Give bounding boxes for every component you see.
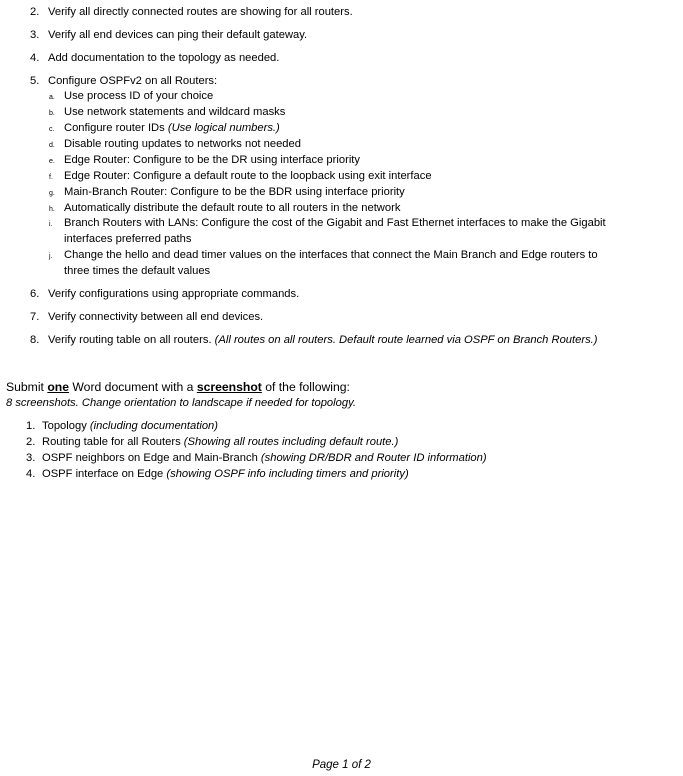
list-item-text: Add documentation to the topology as needed. xyxy=(48,52,280,64)
list-number: 1. xyxy=(26,420,36,432)
screenshot-item: Routing table for all Routers (Showing all routes including default route.) xyxy=(42,436,399,448)
list-item-text: Verify connectivity between all end devices. xyxy=(48,311,264,323)
list-number: 7. xyxy=(30,311,40,323)
sub-item-text: Automatically distribute the default route to all routers in the network xyxy=(64,202,401,214)
sub-letter: h. xyxy=(49,206,55,213)
sub-item-text-continued: three times the default values xyxy=(64,265,211,277)
list-item-note: (All routes on all routers. Default route learned via OSPF on Branch Routers.) xyxy=(214,334,598,346)
sub-item-text: Configure router IDs (Use logical numbers.) xyxy=(64,122,280,134)
list-number: 8. xyxy=(30,334,40,346)
sub-item-text: Edge Router: Configure a default route to the loopback using exit interface xyxy=(64,170,432,182)
page-footer: Page 1 of 2 xyxy=(312,759,371,771)
sub-item-text-continued: interfaces preferred paths xyxy=(64,233,192,245)
list-item-text: Verify routing table on all routers. (All routes on all routers. Default route learned via OSPF on Branch Routers.) xyxy=(48,334,598,346)
list-number: 4. xyxy=(26,468,36,480)
submit-subtitle: 8 screenshots. Change orientation to landscape if needed for topology. xyxy=(6,397,356,409)
sub-item-note: (Use logical numbers.) xyxy=(167,122,280,134)
sub-item-text: Use process ID of your choice xyxy=(64,90,214,102)
emphasis-screenshot: screenshot xyxy=(196,380,262,394)
sub-item-text: Use network statements and wildcard masks xyxy=(64,106,286,118)
list-number: 2. xyxy=(26,436,36,448)
sub-letter: f. xyxy=(49,174,53,181)
sub-letter: j. xyxy=(49,253,53,260)
list-item-text: Verify all end devices can ping their default gateway. xyxy=(48,29,308,41)
sub-letter: i. xyxy=(49,221,53,228)
list-number: 5. xyxy=(30,75,40,87)
list-item-text: Configure OSPFv2 on all Routers: xyxy=(48,75,218,87)
submit-instruction: Submit one Word document with a screenshot of the following: xyxy=(6,380,350,394)
list-number: 4. xyxy=(30,52,40,64)
sub-letter: e. xyxy=(49,158,55,165)
screenshot-item: Topology (including documentation) xyxy=(42,420,219,432)
list-item-text: Verify all directly connected routes are showing for all routers. xyxy=(48,6,353,18)
screenshot-item: OSPF neighbors on Edge and Main-Branch (showing DR/BDR and Router ID information) xyxy=(42,452,487,464)
sub-item-text: Change the hello and dead timer values on the interfaces that connect the Main Branch and Edge routers to xyxy=(64,249,598,261)
sub-letter: a. xyxy=(49,94,55,101)
list-number: 6. xyxy=(30,288,40,300)
list-number: 3. xyxy=(26,452,36,464)
sub-item-text: Disable routing updates to networks not needed xyxy=(64,138,301,150)
sub-letter: d. xyxy=(49,142,55,149)
sub-item-text: Branch Routers with LANs: Configure the cost of the Gigabit and Fast Ethernet interfaces to make the Gigabit xyxy=(64,217,606,229)
screenshot-item: OSPF interface on Edge (showing OSPF info including timers and priority) xyxy=(42,468,409,480)
sub-letter: g. xyxy=(49,190,55,197)
sub-item-text: Main-Branch Router: Configure to be the BDR using interface priority xyxy=(64,186,405,198)
emphasis-one: one xyxy=(47,380,69,394)
list-number: 3. xyxy=(30,29,40,41)
sub-letter: c. xyxy=(49,126,55,133)
sub-letter: b. xyxy=(49,110,55,117)
list-item-text: Verify configurations using appropriate commands. xyxy=(48,288,300,300)
list-number: 2. xyxy=(30,6,40,18)
sub-item-text: Edge Router: Configure to be the DR using interface priority xyxy=(64,154,361,166)
